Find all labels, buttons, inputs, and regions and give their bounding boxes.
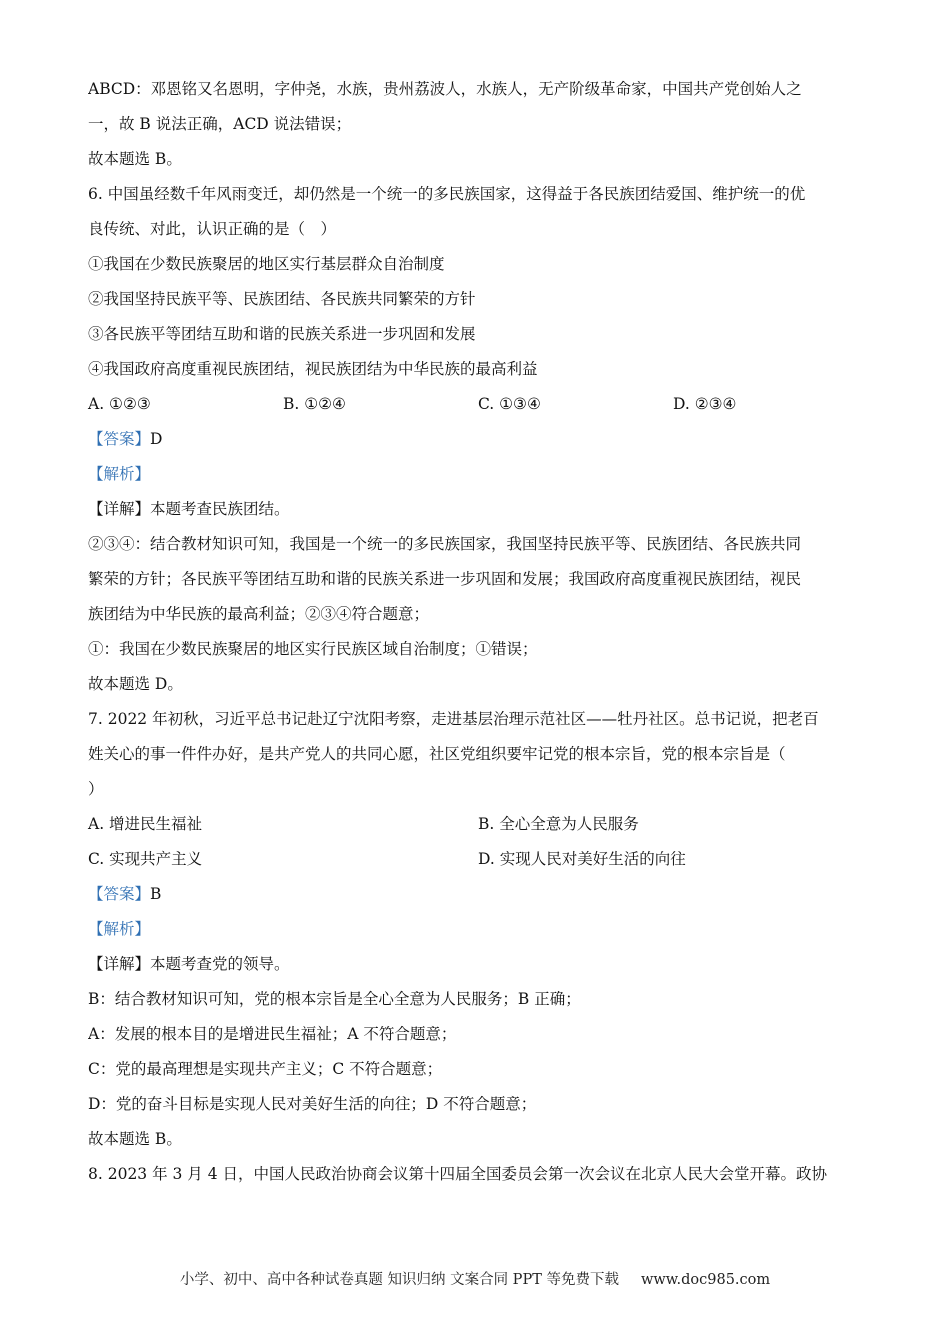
footer-url[interactable]: www.doc985.com [640,1272,771,1288]
q8-stem: 8. 2023 年 3 月 4 日，中国人民政治协商会议第十四届全国委员会第一次会议在北京人民大会堂开幕。政协 [88,1165,828,1183]
q6-explanation-line: ①：我国在少数民族聚居的地区实行民族区域自治制度；①错误； [88,640,538,658]
q5-explanation-line: ABCD：邓恩铭又名恩明，字仲尧，水族，贵州荔波人，水族人，无产阶级革命家，中国共产党创始人之 [88,80,802,98]
answer-value: B [150,885,162,903]
q7-explanation-line: B：结合教材知识可知，党的根本宗旨是全心全意为人民服务；B 正确； [88,990,581,1008]
q6-stem: 良传统、对此，认识正确的是（ ） [88,220,337,238]
q7-explanation-line: A：发展的根本目的是增进民生福祉；A 不符合题意； [88,1025,457,1043]
q6-option-c: C. ①③④ [478,395,541,413]
q6-conclusion: 故本题选 D。 [88,675,183,693]
q6-analysis [88,457,868,492]
q7-options-row-2 [88,842,868,877]
q6-option-b: B. ①②④ [283,395,346,413]
q6-stem: 6. 中国虽经数千年风雨变迁，却仍然是一个统一的多民族国家，这得益于各民族团结爱国、维护统一的优 [88,185,806,203]
footer-text: 小学、初中、高中各种试卷真题 知识归纳 文案合同 PPT 等免费下载 [179,1272,619,1288]
analysis-tag: 【解析】 [88,465,151,483]
q6-answer [88,422,868,457]
q6-statement-3: ③各民族平等团结互助和谐的民族关系进一步巩固和发展 [88,325,476,343]
q7-stem: 7. 2022 年初秋，习近平总书记赴辽宁沈阳考察，走进基层治理示范社区——牡丹社区。总书记说，把老百 [88,710,819,728]
q5-conclusion: 故本题选 B。 [88,150,182,168]
q6-explanation-line: 族团结为中华民族的最高利益；②③④符合题意； [88,605,430,623]
q7-stem: ） [88,780,104,798]
q7-option-a: A. 增进民生福祉 [88,815,203,833]
detail-tag: 【详解】 [88,955,151,973]
q6-explanation-line: 繁荣的方针；各民族平等团结互助和谐的民族关系进一步巩固和发展；我国政府高度重视民族团结，视民 [88,570,802,588]
q7-option-b: B. 全心全意为人民服务 [478,815,639,833]
q7-explanation-line: C：党的最高理想是实现共产主义；C 不符合题意； [88,1060,443,1078]
answer-tag: 【答案】 [88,430,151,448]
q7-option-d: D. 实现人民对美好生活的向往 [478,850,686,868]
q6-options [88,387,868,422]
q7-detail [88,947,868,982]
q7-explanation-line: D：党的奋斗目标是实现人民对美好生活的向往；D 不符合题意； [88,1095,537,1113]
answer-tag: 【答案】 [88,885,151,903]
q6-option-a: A. ①②③ [88,395,151,413]
q7-stem: 姓关心的事一件件办好，是共产党人的共同心愿，社区党组织要牢记党的根本宗旨，党的根本宗旨是（ [88,745,786,763]
q7-conclusion: 故本题选 B。 [88,1130,182,1148]
document-body [88,72,868,1192]
q6-option-d: D. ②③④ [673,395,737,413]
answer-value: D [150,430,163,448]
analysis-tag: 【解析】 [88,920,151,938]
page-footer [0,1268,950,1289]
detail-text: 本题考查民族团结。 [150,500,290,518]
detail-text: 本题考查党的领导。 [150,955,290,973]
q7-analysis [88,912,868,947]
q5-explanation-line: 一，故 B 说法正确，ACD 说法错误； [88,115,352,133]
q6-statement-4: ④我国政府高度重视民族团结，视民族团结为中华民族的最高利益 [88,360,538,378]
q6-statement-1: ①我国在少数民族聚居的地区实行基层群众自治制度 [88,255,445,273]
q7-answer [88,877,868,912]
q7-option-c: C. 实现共产主义 [88,850,203,868]
q6-detail [88,492,868,527]
detail-tag: 【详解】 [88,500,151,518]
q7-options-row-1 [88,807,868,842]
q6-statement-2: ②我国坚持民族平等、民族团结、各民族共同繁荣的方针 [88,290,476,308]
q6-explanation-line: ②③④：结合教材知识可知，我国是一个统一的多民族国家，我国坚持民族平等、民族团结、各民族共同 [88,535,802,553]
